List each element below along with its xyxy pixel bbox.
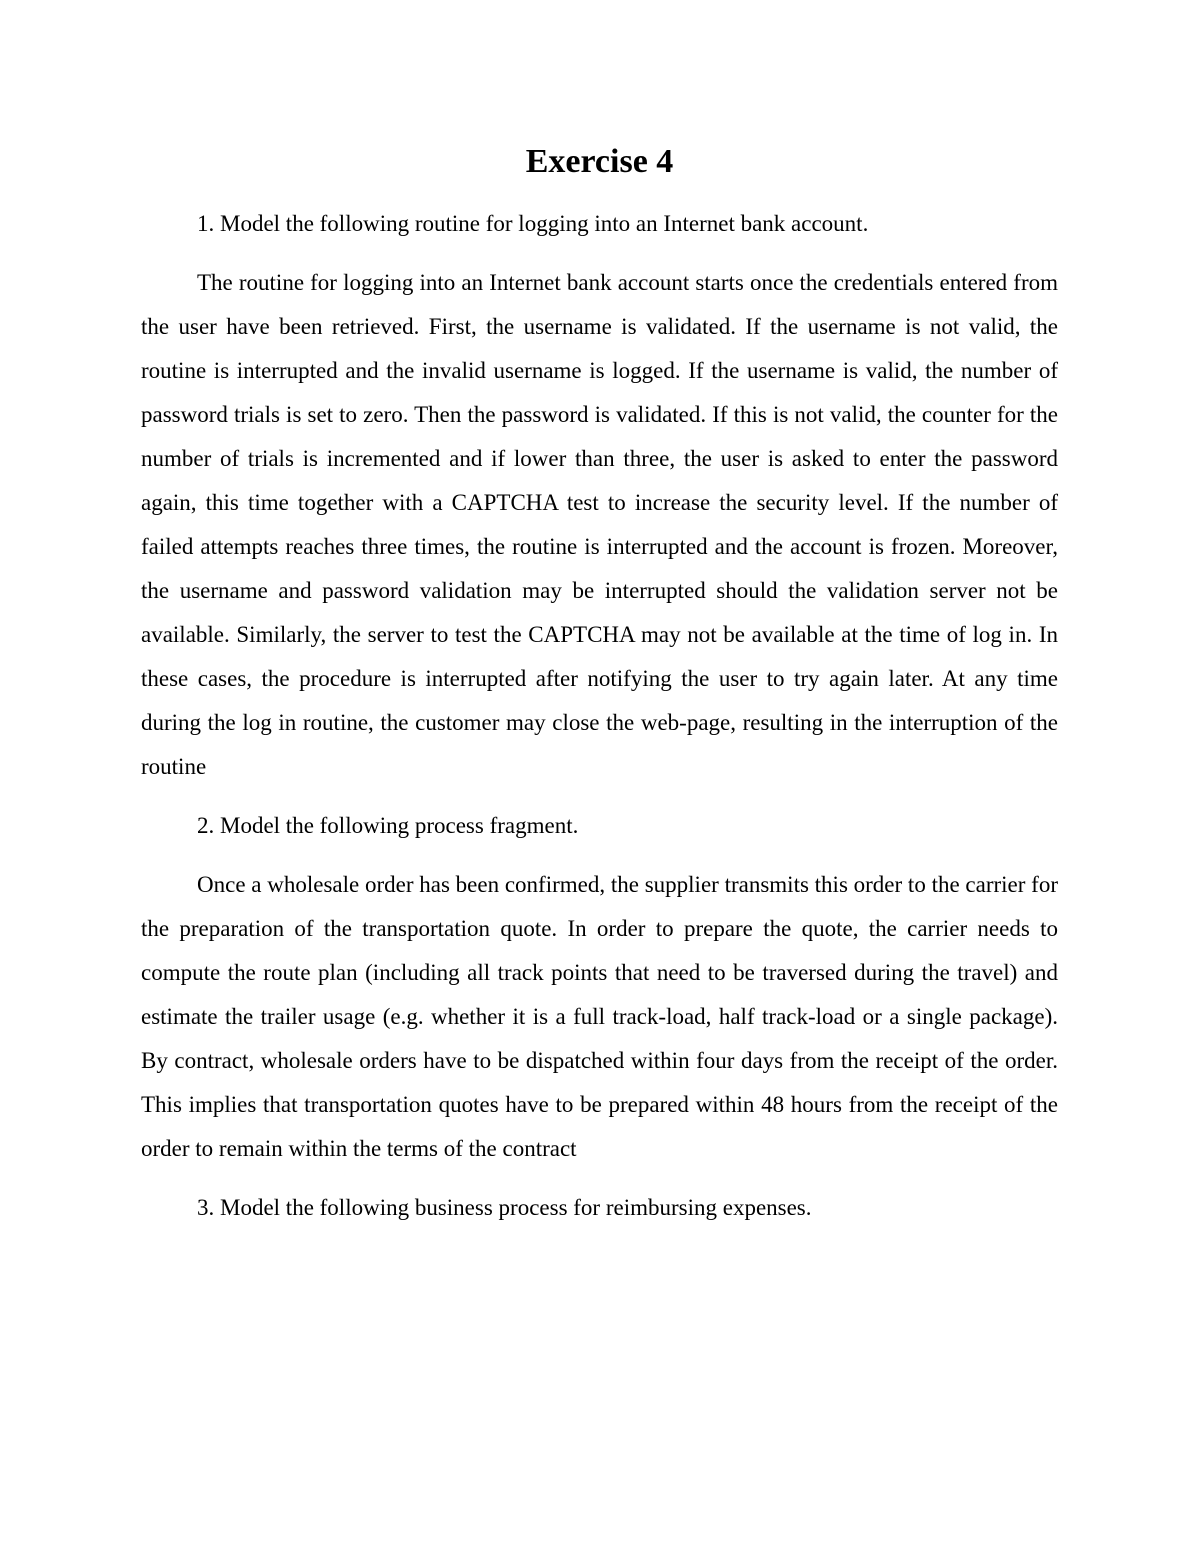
exercise-item-1-heading: 1. Model the following routine for logging into an Internet bank account. <box>197 211 869 236</box>
document-page <box>141 138 1058 1245</box>
exercise-item-3-heading: 3. Model the following business process for reimbursing expenses. <box>197 1195 812 1220</box>
exercise-item-2-body: Once a wholesale order has been confirmed, the supplier transmits this order to the carrier for the preparation of the transportation quote. In order to prepare the quote, the carrier needs to compute the route plan (including all track points that need to be traversed during the travel) and estimate the trailer usage (e.g. whether it is a full track-load, half track-load or a single package). By contract, wholesale orders have to be dispatched within four days from the receipt of the order. This implies that transportation quotes have to be prepared within 48 hours from the receipt of the order to remain within the terms of the contract <box>141 872 1058 1161</box>
exercise-item-1-body: The routine for logging into an Internet bank account starts once the credentials entered from the user have been retrieved. First, the username is validated. If the username is not valid, the routine is interrupted and the invalid username is logged. If the username is valid, the number of password trials is set to zero. Then the password is validated. If this is not valid, the counter for the number of trials is incremented and if lower than three, the user is asked to enter the password again, this time together with a CAPTCHA test to increase the security level. If the number of failed attempts reaches three times, the routine is interrupted and the account is frozen. Moreover, the username and password validation may be interrupted should the validation server not be available. Similarly, the server to test the CAPTCHA may not be available at the time of log in. In these cases, the procedure is interrupted after notifying the user to try again later. At any time during the log in routine, the customer may close the web-page, resulting in the interruption of the routine <box>141 270 1058 779</box>
exercise-title: Exercise 4 <box>525 143 674 180</box>
exercise-item-2-heading: 2. Model the following process fragment. <box>197 813 579 838</box>
